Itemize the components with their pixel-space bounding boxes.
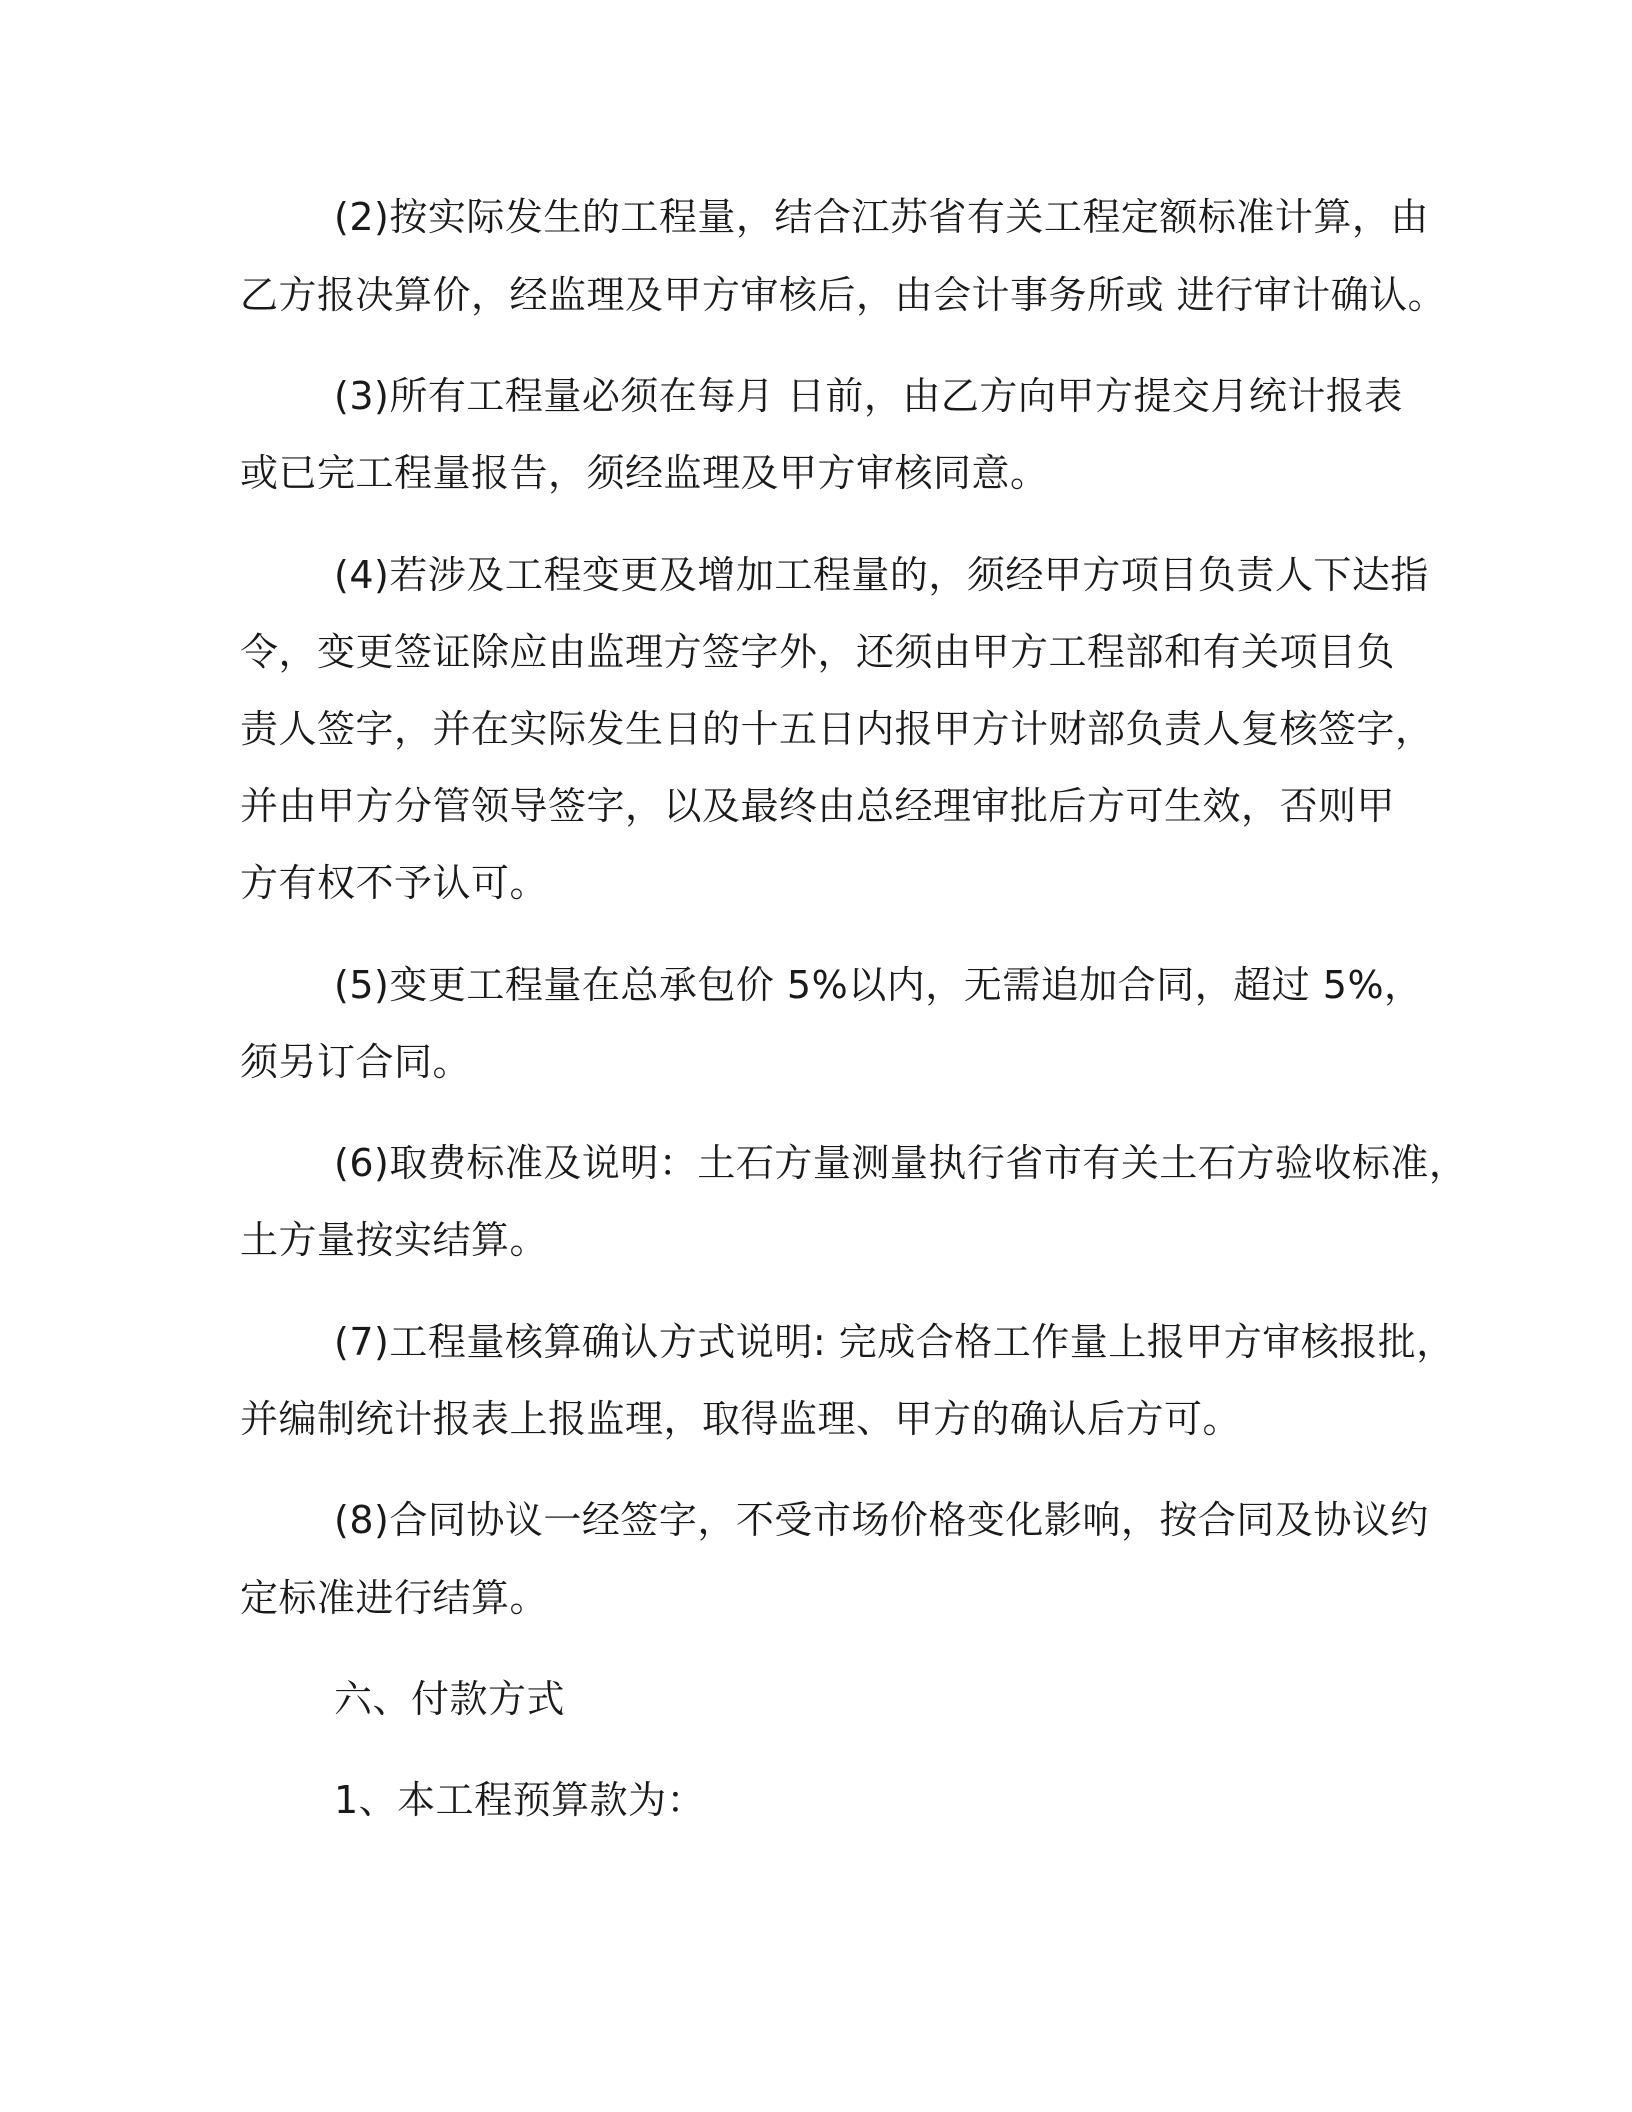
clause-5-line-2: 须另订合同。 [240, 1040, 472, 1084]
section-heading-payment: 六、付款方式 [334, 1677, 566, 1721]
clause-3-line-2: 或已完工程量报告，须经监理及甲方审核同意。 [240, 451, 1049, 495]
clause-8-line-1: (8)合同协议一经签字，不受市场价格变化影响，按合同及协议约 [334, 1498, 1429, 1542]
clause-4-line-2: 令，变更签证除应由监理方签字外，还须由甲方工程部和有关项目负 [240, 630, 1396, 674]
payment-item-1: 1、本工程预算款为： [334, 1778, 706, 1822]
clause-8-line-2: 定标准进行结算。 [240, 1576, 549, 1620]
clause-7-line-1: (7)工程量核算确认方式说明: 完成合格工作量上报甲方审核报批， [334, 1320, 1455, 1364]
clause-5-line-1: (5)变更工程量在总承包价 5%以内，无需追加合同，超过 5%， [334, 963, 1423, 1007]
clause-6-line-1: (6)取费标准及说明：土石方量测量执行省市有关土石方验收标准， [334, 1141, 1468, 1185]
clause-6-line-2: 土方量按实结算。 [240, 1218, 549, 1262]
clause-4-line-1: (4)若涉及工程变更及增加工程量的，须经甲方项目负责人下达指 [334, 553, 1429, 597]
clause-2-line-1: (2)按实际发生的工程量，结合江苏省有关工程定额标准计算，由 [334, 195, 1429, 239]
clause-7-line-2: 并编制统计报表上报监理，取得监理、甲方的确认后方可。 [240, 1397, 1242, 1441]
clause-4-line-5: 方有权不予认可。 [240, 861, 549, 905]
clause-4-line-4: 并由甲方分管领导签字，以及最终由总经理审批后方可生效，否则甲 [240, 784, 1396, 828]
clause-3-line-1: (3)所有工程量必须在每月 日前，由乙方向甲方提交月统计报表 [334, 374, 1403, 418]
clause-2-line-2: 乙方报决算价，经监理及甲方审核后，由会计事务所或 进行审计确认。 [240, 273, 1447, 317]
clause-4-line-3: 责人签字，并在实际发生日的十五日内报甲方计财部负责人复核签字， [240, 707, 1434, 751]
